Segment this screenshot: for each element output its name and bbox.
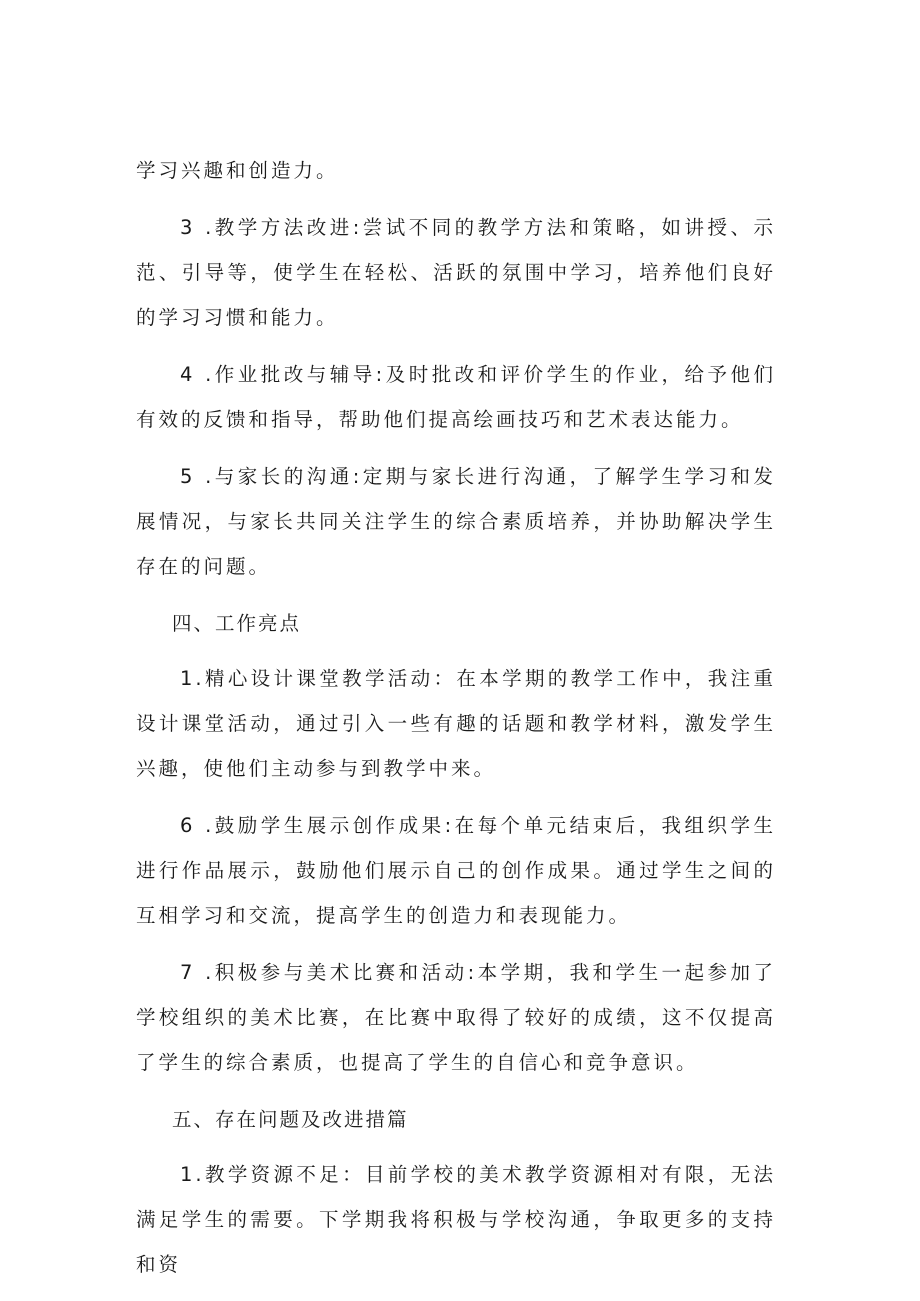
paragraph-continuation: 学习兴趣和创造力。 [136, 159, 339, 182]
paragraph-item-5: 5 .与家长的沟通:定期与家长进行沟通，了解学生学习和发展情况，与家长共同关注学生的综合素质培养，并协助解决学生存在的问题。 [136, 465, 776, 578]
paragraph-item-1-highlights: 1.精心设计课堂教学活动：在本学期的教学工作中，我注重设计课堂活动，通过引入一些有趣的话题和教学材料，激发学生兴趣，使他们主动参与到教学中来。 [136, 667, 776, 780]
paragraph-item-7: 7 .积极参与美术比赛和活动:本学期，我和学生一起参加了学校组织的美术比赛，在比赛中取得了较好的成绩，这不仅提高了学生的综合素质，也提高了学生的自信心和竞争意识。 [136, 961, 776, 1074]
section-heading-4: 四、工作亮点 [172, 612, 302, 635]
paragraph-item-6: 6 .鼓励学生展示创作成果:在每个单元结束后，我组织学生进行作品展示，鼓励他们展示自己的创作成果。通过学生之间的互相学习和交流，提高学生的创造力和表现能力。 [136, 814, 776, 927]
section-heading-5: 五、存在问题及改进措篇 [172, 1108, 409, 1131]
paragraph-item-4: 4 .作业批改与辅导:及时批改和评价学生的作业，给予他们有效的反馈和指导，帮助他们提高绘画技巧和艺术表达能力。 [136, 363, 776, 431]
paragraph-item-3: 3 .教学方法改进:尝试不同的教学方法和策略，如讲授、示范、引导等，使学生在轻松、活跃的氛围中学习，培养他们良好的学习习惯和能力。 [136, 216, 776, 329]
paragraph-item-1-problems: 1.教学资源不足：目前学校的美术教学资源相对有限，无法满足学生的需要。下学期我将积极与学校沟通，争取更多的支持和资 [136, 1163, 776, 1276]
document-body [136, 148, 776, 1299]
